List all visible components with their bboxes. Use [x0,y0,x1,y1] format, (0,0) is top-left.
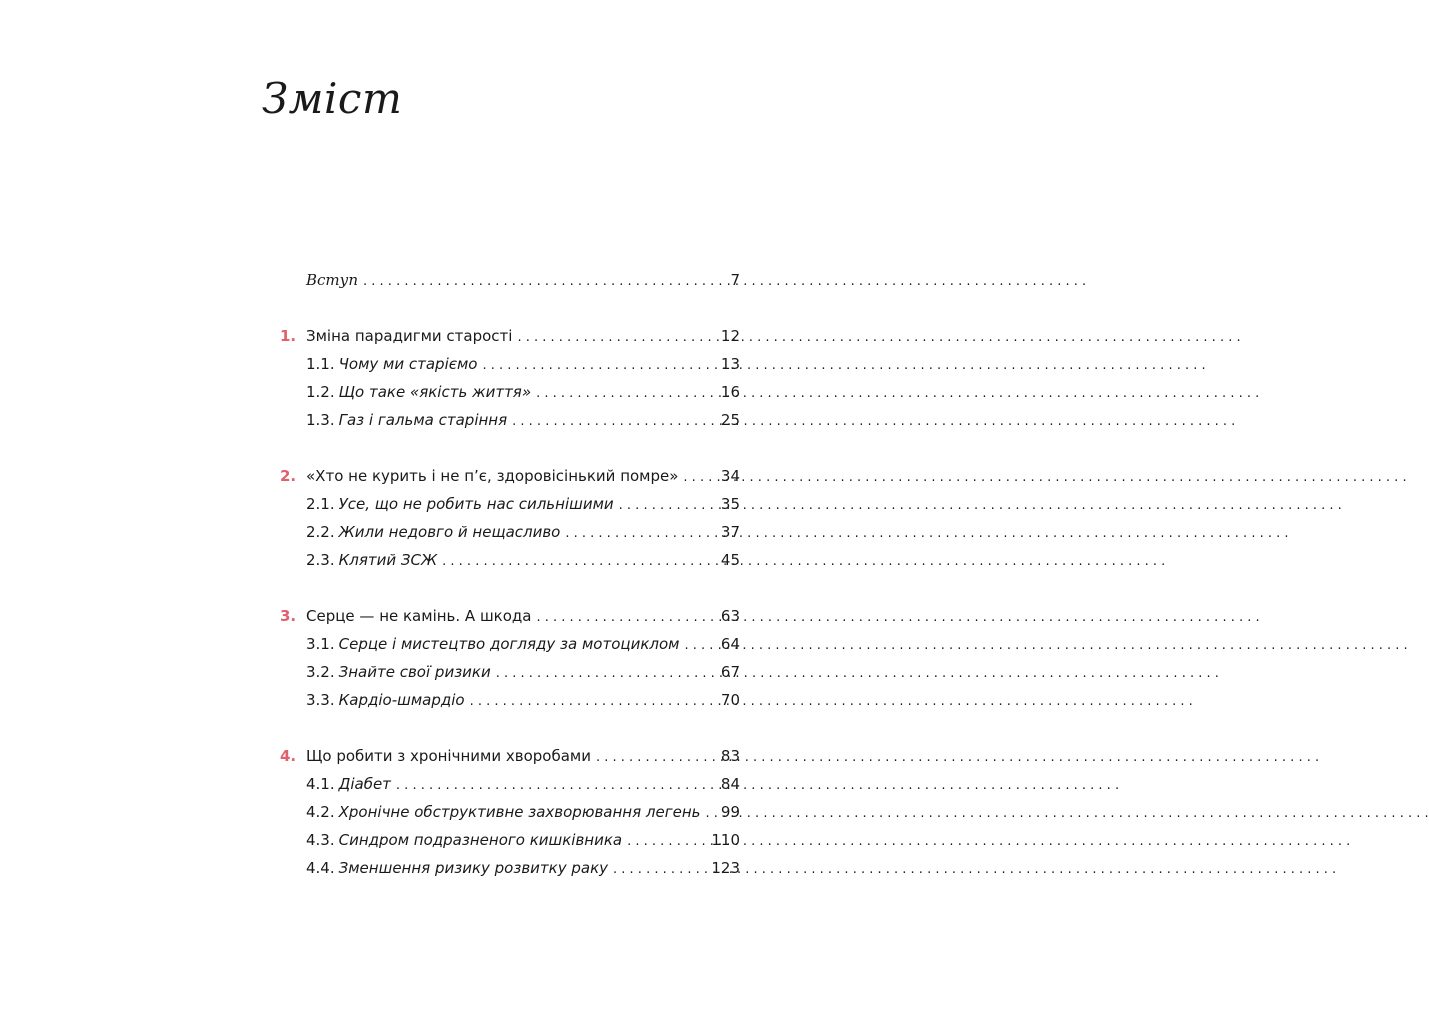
leader-dots [705,798,715,828]
toc-page: 12 [720,327,740,345]
toc-label: Що таке «якість життя» [338,383,532,401]
toc-section[interactable] [280,350,740,378]
leader-dots [470,686,716,716]
toc-page: 67 [720,663,740,681]
toc-page: 13 [720,355,740,373]
toc-page: 99 [720,803,740,821]
section-number: 1.1. [306,355,335,373]
toc-section[interactable] [280,546,740,574]
toc-section[interactable] [280,770,740,798]
toc-page: 84 [720,775,740,793]
toc-page: 70 [720,691,740,709]
toc-label: Вступ [306,271,359,289]
toc-page: 16 [720,383,740,401]
leader-dots [442,546,716,576]
toc-section[interactable] [280,686,740,714]
toc-page: 37 [720,523,740,541]
leader-dots [619,490,716,520]
toc-label: Що робити з хронічними хворобами [306,747,591,765]
toc-label: Жили недовго й нещасливо [338,523,561,541]
table-of-contents [280,266,740,882]
toc-label: Клятий ЗСЖ [338,551,438,569]
section-number: 1.2. [306,383,335,401]
chapter-number: 4. [280,747,297,765]
section-number: 4.3. [306,831,335,849]
leader-dots [536,602,715,632]
toc-page: 25 [720,411,740,429]
toc-section[interactable] [280,406,740,434]
toc-section[interactable] [280,798,740,826]
toc-section[interactable] [280,630,740,658]
toc-section[interactable] [280,658,740,686]
section-number: 4.4. [306,859,335,877]
chapter-number: 3. [280,607,297,625]
section-number: 3.2. [306,663,335,681]
section-number: 4.1. [306,775,335,793]
toc-page: 7 [730,271,740,289]
toc-label: Зменшення ризику розвитку раку [338,859,609,877]
toc-page: 123 [711,859,740,877]
toc-label: Серце і мистецтво догляду за мотоциклом [338,635,680,653]
toc-label: Чому ми старіємо [338,355,478,373]
section-number: 4.2. [306,803,335,821]
toc-page: 63 [720,607,740,625]
leader-dots [536,378,716,408]
leader-dots [363,266,725,296]
leader-dots [685,630,716,660]
toc-section[interactable] [280,490,740,518]
toc-label: Синдром подразненого кишківника [338,831,623,849]
chapter-number: 2. [280,467,297,485]
leader-dots [496,658,716,688]
toc-chapter[interactable] [280,462,740,490]
toc-page: 34 [720,467,740,485]
page-title: Зміст [262,74,403,123]
toc-page: 64 [720,635,740,653]
toc-label: Діабет [338,775,391,793]
section-number: 3.1. [306,635,335,653]
toc-section[interactable] [280,826,740,854]
chapter-number: 1. [280,327,297,345]
leader-dots [627,826,706,856]
toc-chapter[interactable] [280,742,740,770]
leader-dots [683,462,715,492]
toc-section[interactable] [280,378,740,406]
toc-page: 83 [720,747,740,765]
leader-dots [596,742,716,772]
toc-section[interactable] [280,518,740,546]
section-number: 2.3. [306,551,335,569]
toc-label: Газ і гальма старіння [338,411,508,429]
section-number: 1.3. [306,411,335,429]
section-number: 2.1. [306,495,335,513]
toc-chapter[interactable] [280,322,740,350]
toc-label: Хронічне обструктивне захворювання легень [338,803,701,821]
section-number: 3.3. [306,691,335,709]
toc-label: «Хто не курить і не п’є, здоровісінький помре» [306,467,679,485]
toc-page: 45 [720,551,740,569]
toc-section[interactable] [280,854,740,882]
leader-dots [517,322,715,352]
section-number: 2.2. [306,523,335,541]
leader-dots [396,770,716,800]
toc-label: Кардіо-шмардіо [338,691,465,709]
toc-entry-intro[interactable] [280,266,740,294]
toc-label: Знайте свої ризики [338,663,491,681]
leader-dots [482,350,715,380]
toc-label: Серце — не камінь. А шкода [306,607,532,625]
toc-page: 110 [711,831,740,849]
leader-dots [512,406,716,436]
toc-label: Усе, що не робить нас сильнішими [338,495,614,513]
toc-page: 35 [720,495,740,513]
leader-dots [613,854,706,884]
leader-dots [565,518,716,548]
toc-label: Зміна парадигми старості [306,327,513,345]
toc-chapter[interactable] [280,602,740,630]
